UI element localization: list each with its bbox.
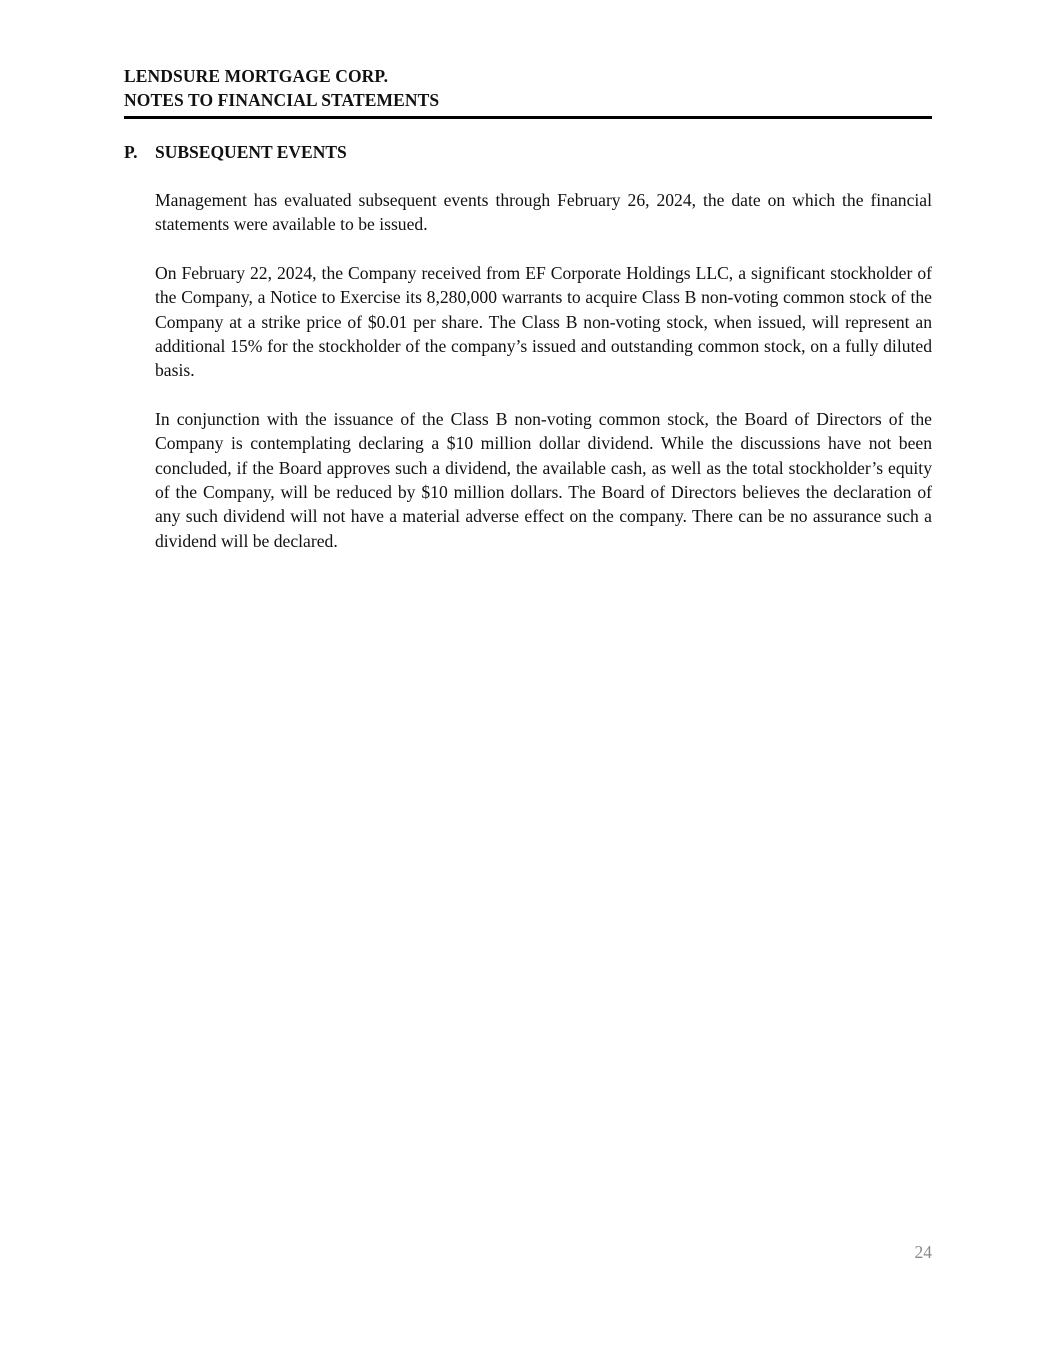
section-body — [155, 188, 932, 577]
document-header — [124, 64, 932, 112]
document-subtitle: NOTES TO FINANCIAL STATEMENTS — [124, 90, 440, 110]
header-divider — [124, 116, 932, 119]
page-number: 24 — [914, 1242, 932, 1262]
paragraph-warrant-exercise: On February 22, 2024, the Company received from EF Corporate Holdings LLC, a significant stockholder of the Company, a Notice to Exercise its 8,280,000 warrants to acquire Class B non-voting common stock of the Company at a strike price of $0.01 per share. The Class B non-voting stock, when issued, will represent an additional 15% for the stockholder of the company’s issued and outstanding common stock, on a fully diluted basis. — [155, 262, 932, 381]
section-heading — [124, 140, 347, 164]
section-title: SUBSEQUENT EVENTS — [155, 142, 347, 162]
paragraph-dividend: In conjunction with the issuance of the Class B non-voting common stock, the Board of Directors of the Company is contemplating declaring a $10 million dollar dividend. While the discussions have not been concluded, if the Board approves such a dividend, the available cash, as well as the total stockholder’s equity of the Company, will be reduced by $10 million dollars. The Board of Directors believes the declaration of any such dividend will not have a material adverse effect on the company. There can be no assurance such a dividend will be declared. — [155, 408, 932, 551]
company-name: LENDSURE MORTGAGE CORP. — [124, 66, 389, 86]
paragraph-evaluation: Management has evaluated subsequent events through February 26, 2024, the date on which the financial statements were available to be issued. — [155, 190, 932, 235]
section-letter: P. — [124, 142, 138, 162]
